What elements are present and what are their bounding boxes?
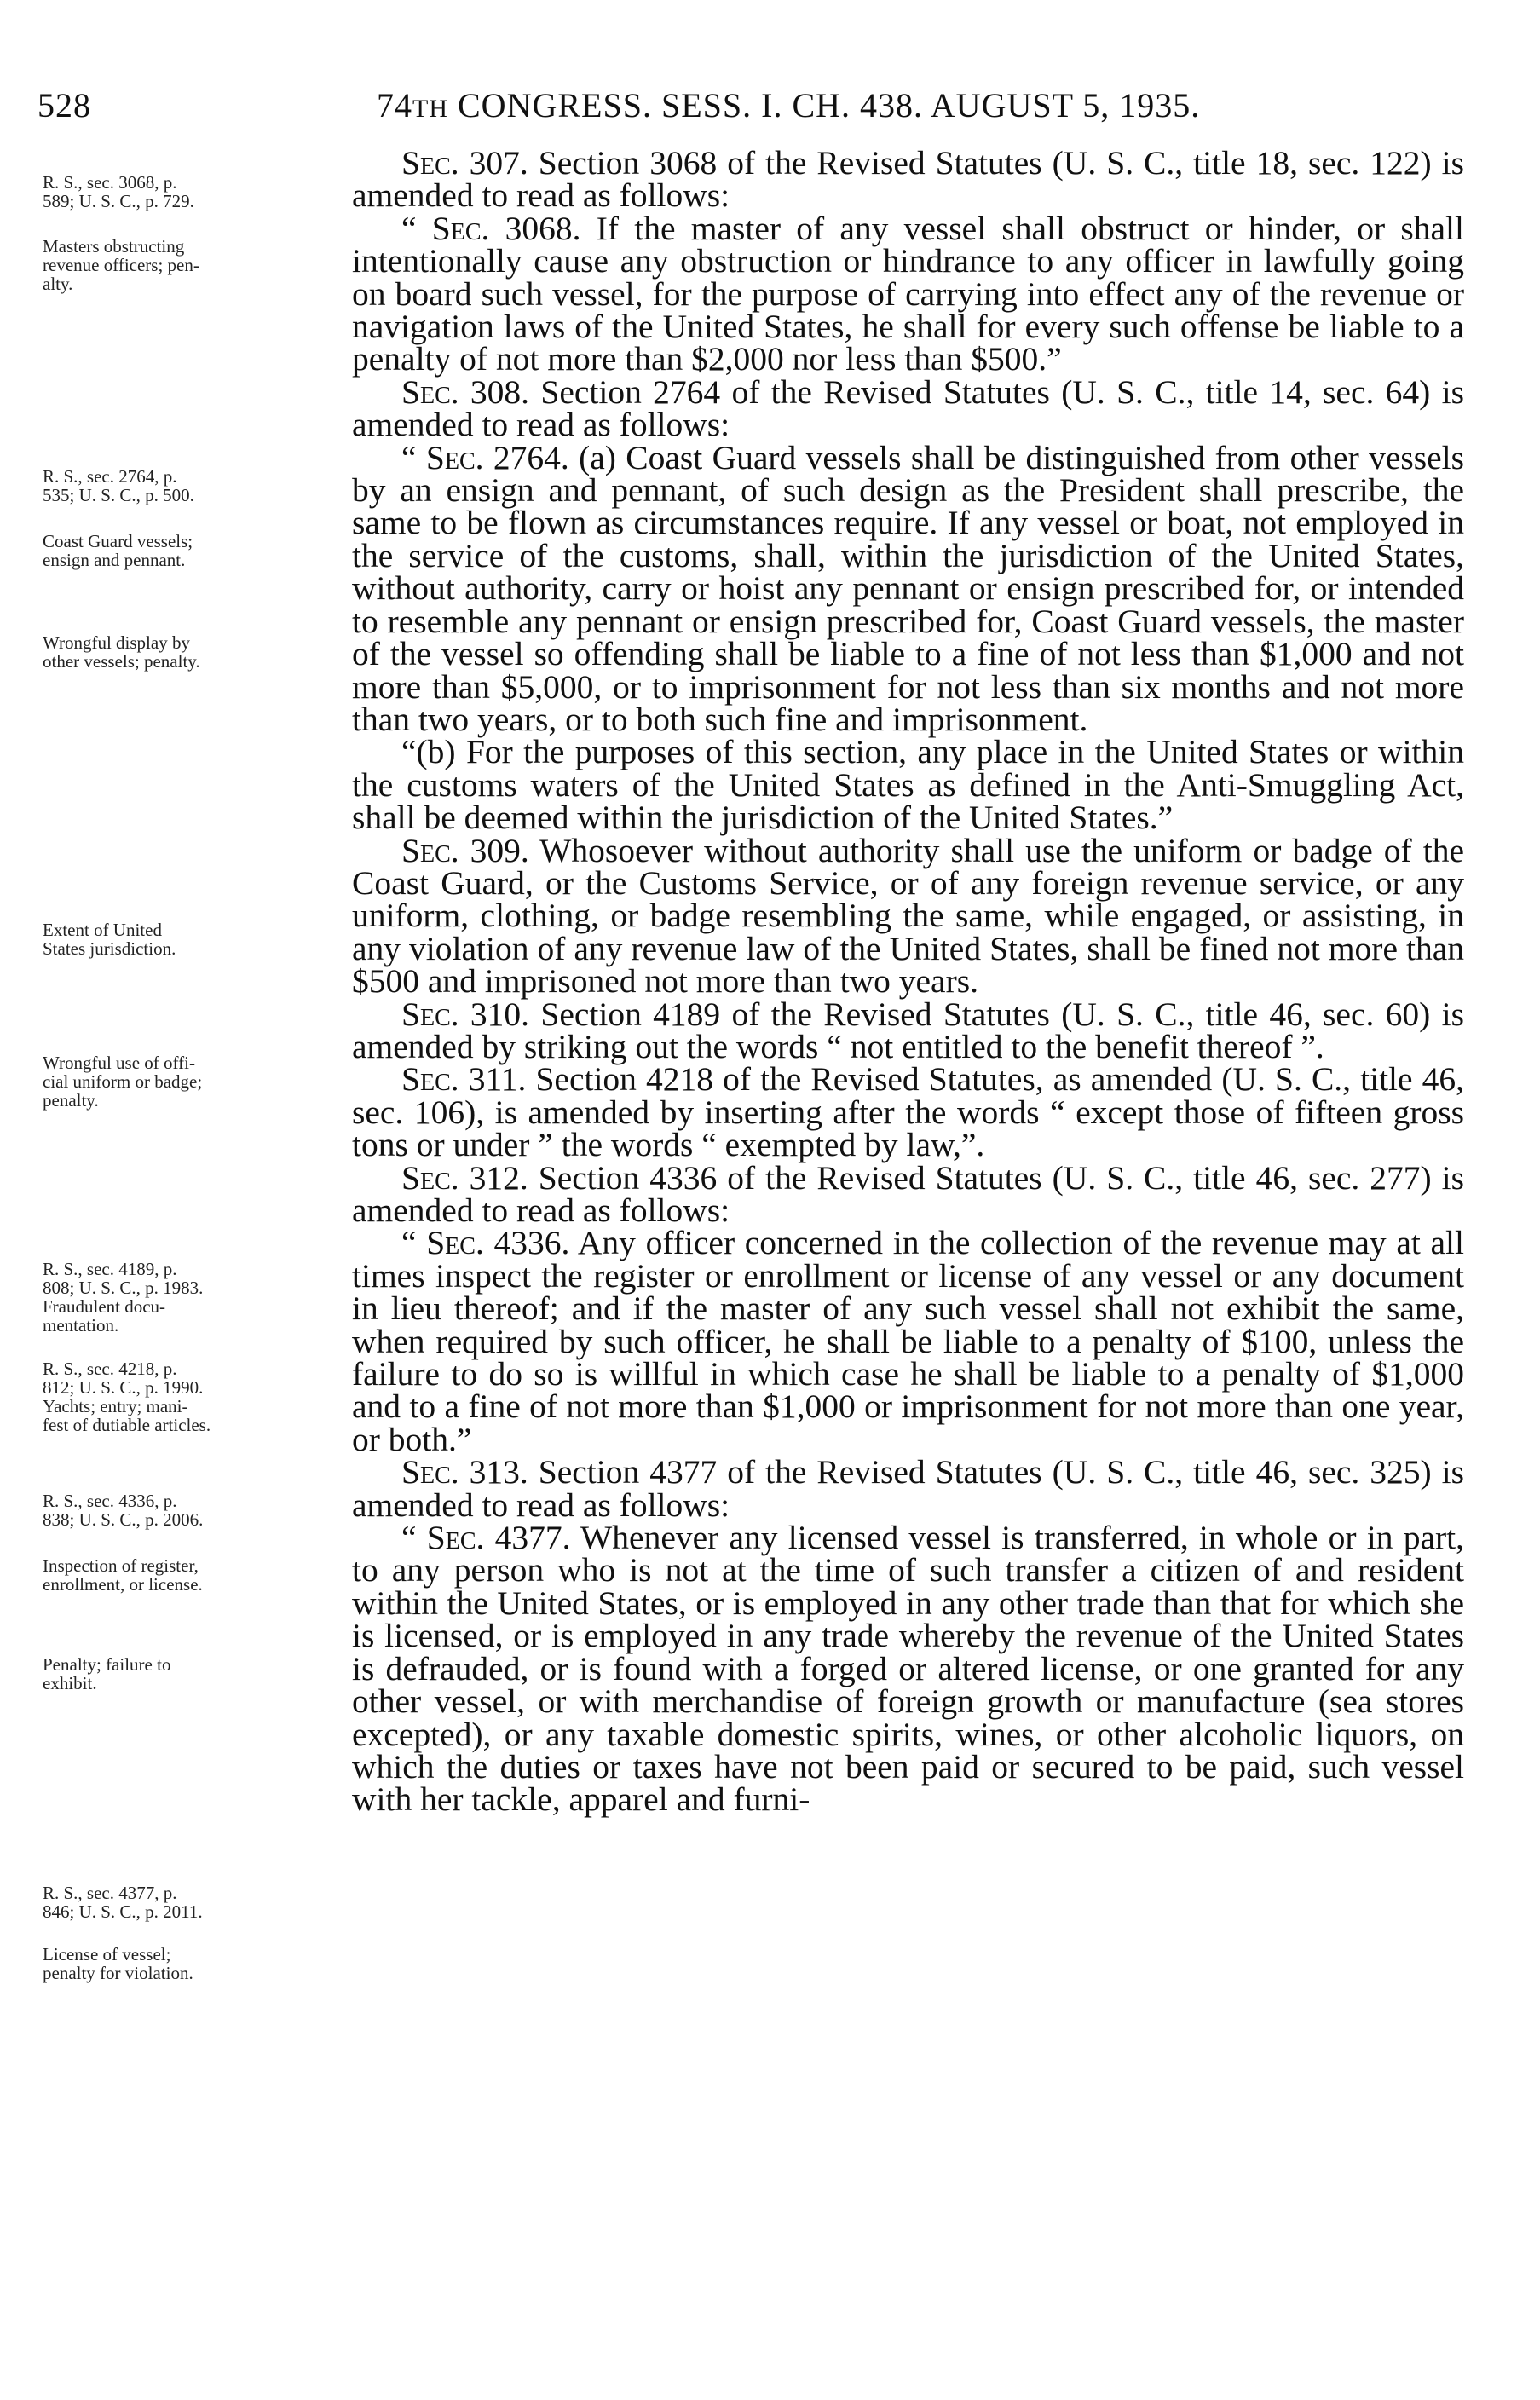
section-text: 309. Whosoever without authority shall use the uniform or badge of the Coast Guard, or the Customs Service, or of any foreign revenue service, or any uniform, clothing, or badge resembling the same, while engaged, or assisting, in any violation of any revenue law of the United States, shall be fined not more than $500 and imprisoned not more than two years. [352,831,1464,1001]
section-lead: “ Sec. [401,209,490,247]
section-paragraph [352,1453,1464,1524]
section-paragraph [352,1060,1464,1164]
margin-note-line: other vessels; penalty. [43,651,200,672]
margin-note-citation [43,1260,337,1335]
section-text: 312. Section 4336 of the Revised Statutes (U. S. C., title 46, sec. 277) is amended to read as follows: [352,1158,1464,1229]
section-lead: Sec. [401,372,459,411]
running-head-number: 74 [377,86,412,124]
section-lead: Sec. [401,144,459,182]
margin-note-line: 838; U. S. C., p. 2006. [43,1509,204,1530]
margin-note-line: R. S., sec. 3068, p. [43,172,177,193]
margin-note-line: 535; U. S. C., p. 500. [43,485,194,505]
section-paragraph [352,1519,1465,1819]
margin-note-topic [43,920,337,958]
margin-note-line: penalty. [43,1090,99,1111]
margin-note-line: Penalty; failure to [43,1654,171,1675]
statute-body [352,144,1465,1819]
margin-note-line: 846; U. S. C., p. 2011. [43,1901,203,1922]
margin-note-line: Wrongful display by [43,632,190,653]
margin-note-line: revenue officers; pen- [43,255,199,275]
margin-note-line: States jurisdiction. [43,938,176,959]
section-text: 310. Section 4189 of the Revised Statutes (U. S. C., title 46, sec. 60) is amended by striking out the words “ not entitled to the benefit thereof ”. [352,995,1464,1065]
section-lead: “ Sec. [401,1224,484,1262]
margin-note-line: exhibit. [43,1673,97,1693]
margin-note-line: Coast Guard vessels; [43,531,193,551]
section-lead: Sec. [401,1453,459,1491]
section-lead: Sec. [401,831,459,869]
margin-note-line: mentation. [43,1315,119,1336]
section-text: 3068. If the master of any vessel shall obstruct or hinder, or shall intentionally cause any obstruction or hindrance to any officer in lawfully going on board such vessel, for the purpose of carrying into effect any of the revenue or navigation laws of the United States, he shall for every such offense be liable to a penalty of not more than $2,000 nor less than $500.” [352,209,1465,378]
margin-note-line: alty. [43,274,73,294]
margin-note-line: Masters obstructing [43,236,185,257]
margin-note-line: Wrongful use of offi- [43,1053,195,1073]
margin-note-line: ensign and pennant. [43,550,186,570]
running-head-text: CONGRESS. SESS. I. CH. 438. AUGUST 5, 1935. [448,86,1201,124]
margin-note-citation [43,467,337,505]
section-text: 313. Section 4377 of the Revised Statutes (U. S. C., title 46, sec. 325) is amended to read as follows: [352,1453,1464,1524]
section-paragraph [352,733,1464,837]
margin-note-line: Inspection of register, [43,1555,199,1576]
section-lead: Sec. [401,1060,459,1099]
margin-note-topic [43,1556,337,1594]
margin-note-line: fest of dutiable articles. [43,1415,211,1435]
section-lead: “ Sec. [401,438,484,476]
section-paragraph [352,438,1464,738]
margin-note-citation [43,173,337,211]
section-lead: Sec. [401,995,459,1033]
page-number: 528 [37,86,91,124]
margin-note-citation [43,1491,337,1529]
section-paragraph [352,831,1464,1001]
margin-note-line: Extent of United [43,920,162,940]
section-paragraph [352,372,1464,444]
section-text: 4377. Whenever any licensed vessel is transferred, in whole or in part, to any person who is not at the time of such transfer a citizen of and resident within the United States, or is employed in any other trade than that for which she is licensed, or is employed in any trade whereby the revenue of the United States is defrauded, or is found with a forged or altered license, or one granted for any other vessel, or with merchandise of foreign growth or manufacture (sea stores excepted), or any taxable domestic spirits, wines, or other alcoholic liquors, on which the duties or taxes have not been paid or secured to be paid, such vessel with her tackle, apparel and furni- [352,1519,1465,1819]
section-paragraph [352,209,1465,378]
margin-note-topic [43,633,337,671]
margin-note-line: cial uniform or badge; [43,1071,203,1092]
margin-note-line: Yachts; entry; mani- [43,1396,188,1416]
section-lead: “ Sec. [401,1519,485,1557]
margin-note-line: enrollment, or license. [43,1574,203,1595]
margin-note-topic [43,532,337,569]
section-paragraph [352,1226,1464,1456]
section-text: 2764. (a) Coast Guard vessels shall be distinguished from other vessels by an ensign and pennant, of such design as the President shall prescribe, the same to be flown as circumstances require. If any vessel or boat, not employed in the service of the customs, shall, within the jurisdiction of the United States, without authority, carry or hoist any pennant or ensign prescribed for, or intended to resemble any pennant or ensign prescribed for, Coast Guard vessels, the master of the vessel so offending shall be liable to a fine of not less than $1,000 and not more than $5,000, or to imprisonment for not less than six months and not more than two years, or to both such fine and imprisonment. [352,438,1464,738]
section-text: 311. Section 4218 of the Revised Statutes, as amended (U. S. C., title 46, sec. 106), is amended by inserting after the words “ except those of fifteen gross tons or under ” the words “ exempted by law,”. [352,1060,1464,1164]
running-head [377,85,1200,125]
margin-note-topic [43,237,337,293]
section-paragraph [352,1158,1464,1229]
section-lead: Sec. [401,1158,459,1197]
margin-note-topic [43,1655,337,1693]
section-text: “(b) For the purposes of this section, any place in the United States or within the customs waters of the United States as defined in the Anti-Smuggling Act, shall be deemed within the jurisdiction of the United States.” [352,733,1464,837]
section-text: 307. Section 3068 of the Revised Statutes (U. S. C., title 18, sec. 122) is amended to read as follows: [352,144,1464,215]
page-header [0,85,1540,136]
margin-note-topic [43,1945,337,1982]
section-paragraph [352,995,1464,1065]
margin-note-citation [43,1884,337,1921]
margin-note-line: 808; U. S. C., p. 1983. [43,1278,204,1298]
section-text: 308. Section 2764 of the Revised Statutes (U. S. C., title 14, sec. 64) is amended to read as follows: [352,372,1464,444]
margin-note-line: R. S., sec. 4377, p. [43,1883,177,1903]
margin-note-line: penalty for violation. [43,1963,193,1983]
margin-note-topic [43,1053,337,1110]
margin-note-line: License of vessel; [43,1944,171,1964]
margin-note-line: 589; U. S. C., p. 729. [43,191,194,211]
margin-note-citation [43,1359,337,1434]
margin-note-line: R. S., sec. 4218, p. [43,1359,177,1379]
running-head-ordinal: TH [412,95,448,123]
margin-note-line: R. S., sec. 4336, p. [43,1491,177,1511]
margin-note-line: R. S., sec. 2764, p. [43,466,177,487]
margin-note-line: 812; U. S. C., p. 1990. [43,1377,204,1398]
margin-note-line: R. S., sec. 4189, p. [43,1259,177,1279]
section-paragraph [352,144,1464,215]
section-text: 4336. Any officer concerned in the collection of the revenue may at all times inspect the register or enrollment or license of any vessel or any document in lieu thereof; and if the master of any such vessel shall not exhibit the same, when required by such officer, he shall be liable to a penalty of $100, unless the failure to do so is willful in which case he shall be liable to a penalty of $1,000 and to a fine of not more than $1,000 or imprisonment for not more than one year, or both.” [352,1224,1464,1458]
margin-note-line: Fraudulent docu- [43,1296,166,1317]
